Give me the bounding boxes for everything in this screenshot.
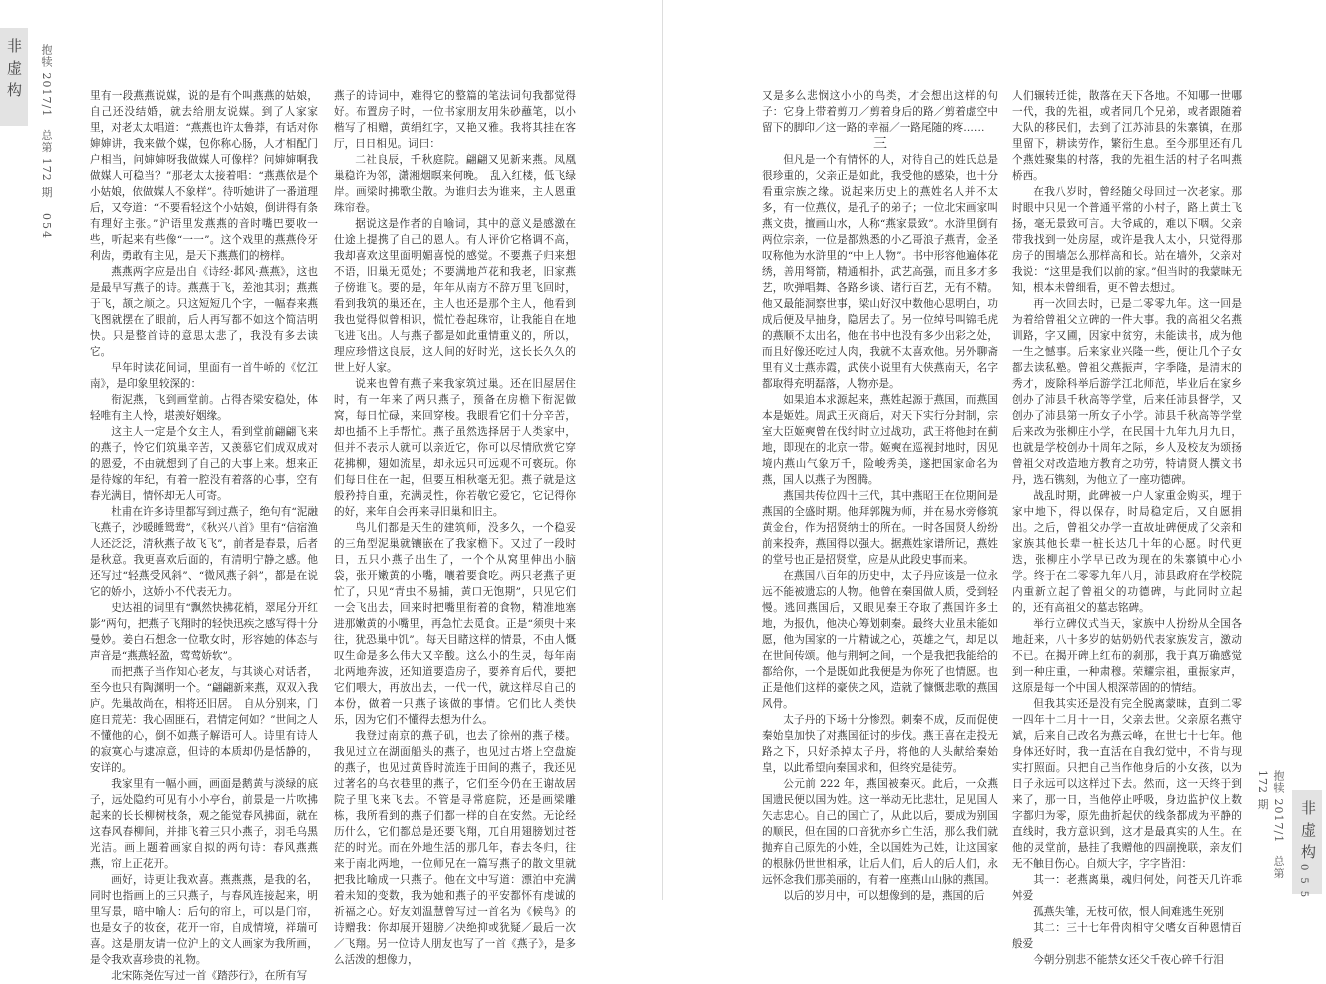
col4-paragraph: 但我其实还是没有完全脱离蒙昧，直到二零一四年十二月十一日，父亲去世。父亲原名燕守斌，后来自己改名为燕云峰，在世七十七年。他身体还好时，我一直活在自我幻觉中，不肯与现实打照面。只把自己当作他身后的小女孩，以为日子永远可以这样过下去。然而，这一天终于到来了，那一日，当他停止呼吸，身边监护仪上数字都归为零，原先曲折起伏的线条都成为平静的直线时，我方意识到，这才是最真实的人生。在他的灵堂前，悬挂了我赠他的四副挽联，亲友们无不触目伤心。自烦大字，字字皆泪： bbox=[1012, 698, 1242, 870]
col2-paragraph: 我登过南京的燕子矶，也去了徐州的燕子楼。我见过立在湖面船头的燕子，也见过古塔上空盘旋的燕子，也见过黄昏时流连于田间的燕子，我还见过著名的乌衣巷里的燕子，它们至今仍在王谢故居院子里飞来飞去。不管是寻常庭院，还是画梁雕栋，我所看到的燕子们都一样的自在安然。无论经历什么，它们都总是还要飞翔，兀自用翅膀划过苍茫的时光。而在外地生活的那几年，春去冬归，往来于南北两地，一位师兄在一篇写燕子的散文里就把我比喻成一只燕子。他在文中写道：漂泊中充满着未知的变数，我为她和燕子的平安都怀有虔诚的祈福之心。好友刘温慧曾写过一首名为《候鸟》的诗赠我：你却展开翅膀／决绝抑或犹疑／最后一次／飞翔。另一位诗人朋友也写了一首《燕子》，是多么活泼的想像力， bbox=[334, 730, 576, 966]
col3-paragraph: 如果追本求源起来，燕姓起源于燕国，而燕国本是姬姓。周武王灭商后，对天下实行分封制，宗室大臣姬奭曾在伐纣时立过战功，武王将他封在蓟地，即现在的北京一带。姬奭在巡视封地时，因见境内燕山气象万千，险峻秀美，遂把国家命名为燕，国人以燕子为图腾。 bbox=[762, 394, 998, 486]
col4-paragraph: 孤燕失雏，无枝可依，恨人间难逃生死别 bbox=[1033, 906, 1224, 918]
col1-paragraph: 燕燕两字应是出自《诗经·邶风·燕燕》，这也是最早写燕子的诗。燕燕于飞，差池其羽；燕燕于飞，颉之颃之。只这短短几个字，一幅春来燕飞图就摆在了眼前，后人再写都不如这个简洁明快。只是整首诗的意思太悲了，我没有多去读它。 bbox=[90, 266, 318, 358]
col3-paragraph: 在燕国八百年的历史中，太子丹应该是一位永远不能被遗忘的人物。他曾在秦国做人质，受到轻慢。逃回燕国后，又眼见秦王夺取了燕国许多土地，为报仇，他决心筹划刺秦。最终大业虽未能如愿，他为国家的一片精诚之心，英雄之气，却足以在世间传颂。他与荆轲之间，一个是我把我能给的都给你，一个是既如此我便是为你死了也情愿。也正是他们这样的豪侠之风，造就了慷慨悲歌的燕国风骨。 bbox=[762, 570, 998, 710]
col1-paragraph: 衔泥燕，飞到画堂前。占得杏梁安稳处，体轻唯有主人怜，堪羡好姻缘。 bbox=[90, 394, 318, 422]
left-running-header bbox=[38, 44, 54, 240]
col1-paragraph: 史达祖的词里有“飘然快拂花梢，翠尾分开红影”两句，把燕子飞翔时的轻快迅疾之感写得十分曼妙。姜白石想念一位歌女时，形容她的体态与声音是“燕燕轻盈，莺莺娇软”。 bbox=[90, 602, 318, 662]
col2-paragraph: 说来也曾有燕子来我家筑过巢。还在旧屋居住时，有一年来了两只燕子，预备在房檐下衔泥做窝，每日忙碌，来回穿梭。我眼看它们十分辛苦，却也插不上手帮忙。燕子虽然选择居于人类家中，但并不表示人就可以亲近它，你可以尽情欣赏它穿花拂柳，翅如流星，却永远只可远观不可亵玩。你们每日住在一起，但要互相秋毫无犯。燕子就是这般矜持自重，充满灵性，你若敬它爱它，它记得你的好，来年自会再来寻旧巢和旧主。 bbox=[334, 378, 576, 518]
col4-paragraph: 今朝分别悲不能禁女还父千夜心碎千行泪 bbox=[1033, 954, 1224, 966]
col2-paragraph: 燕子的诗词中，难得它的整篇的笔法词句我都觉得好。布置房子时，一位书家朋友用朱砂蘸笔，以小楷写了相赠，黄绢红字，又艳又雅。我将其挂在客厅，日日相见。词曰： bbox=[334, 90, 576, 150]
left-page bbox=[0, 0, 663, 982]
col1-paragraph: 早年时读花间词，里面有一首牛峤的《忆江南》，是印象里较深的： bbox=[90, 362, 318, 390]
left-section-tab bbox=[0, 28, 28, 126]
left-section-label: 非虚构 bbox=[5, 38, 23, 104]
col2-paragraph: 二社良辰，千秋庭院。翩翩又见新来燕。凤凰巢稳许为邻，潇湘烟暝来何晚。 乱入红楼，低飞绿岸。画梁时拂歌尘散。为谁归去为谁来，主人恩重珠帘卷。 bbox=[334, 154, 576, 214]
col3-paragraph: 燕国共传位四十三代，其中燕昭王在位期间是燕国的全盛时期。他拜郭隗为师，并在易水旁修筑黄金台，作为招贤纳士的所在。一时各国贤人纷纷前来投奔，燕国得以强大。据燕姓家谱所记，燕姓的堂号也正是招贤堂，应是从此段史事而来。 bbox=[762, 490, 998, 566]
col4-paragraph: 人们辗转迁徙，散落在天下各地。不知哪一世哪一代，我的先祖，或者同几个兄弟，或者跟随着大队的移民们，去到了江苏沛县的朱寨镇，在那里留下，耕读劳作，繁衍生息。至今那里还有几个燕姓聚集的村落，我的先祖生活的村子名叫燕桥西。 bbox=[1012, 90, 1242, 182]
col3-paragraph: 但凡是一个有情怀的人，对待自己的姓氏总是很珍重的，父亲正是如此，我受他的感染，也十分看重宗族之缘。说起来历史上的燕姓名人并不太多，有一位燕仪，是孔子的弟子；一位北宋画家叫燕文贵，擅画山水，人称“燕家景致”。水浒里倒有两位宗亲，一位是都熟悉的小乙哥浪子燕青，金圣叹称他为水浒里的“中上人物”。书中形容他遍体花绣，善用弩箭，精通相扑，武艺高强，而且多才多艺，吹弹唱舞、各路乡谈、诸行百艺，无有不精。他又最能洞察世事，梁山好汉中数他心思明白，功成后便及早抽身，隐居去了。另一位绰号叫锦毛虎的燕顺不太出名，他在书中也没有多少出彩之处，而且好像还吃过人肉，我就不太喜欢他。另外聊斋里有义士燕赤霞，武侠小说里有大侠燕南天，名字都取得充明磊落，人物亦是。 bbox=[762, 154, 998, 390]
left-journal-issue: 抱犊 2017/1 总第 172 期 bbox=[40, 44, 53, 199]
col1-paragraph: 里有一段燕燕说媒，说的是有个叫燕燕的姑娘，自己还没结婚，就去给朋友说媒。到了人家家里，对老太太唱道：“燕燕也许太鲁莽，有话对你婶婶讲，我来做个媒，包你称心肠，人才相配门户相当，问婶婶呀我做媒人可像样？问婶婶啊我做媒人可稳当？”那老太太接着唱：“燕燕依是个小姑娘，依做媒人不象样”。待听她讲了一番道理后，又夸道：“不要看轻这个小姑娘，倒讲得有条有理好主张。”沪语里发燕燕的音时嘴巴要收一些，听起来有些像“一一”。这个戏里的燕燕伶牙利齿，勇敢有主见，是天下燕燕们的榜样。 bbox=[90, 90, 318, 262]
col3-paragraph: 又是多么悲悯这小小的鸟类，才会想出这样的句子：它身上带着剪刀／剪着身后的路／剪着虚空中留下的脚印／这一路的幸福／一路尾随的疼…… bbox=[762, 90, 998, 134]
col2-paragraph: 据说这是作者的自喻词，其中的意义是感激在仕途上提携了自己的恩人。有人评价它格调不高，我却喜欢这里面明媚喜悦的感觉。不要燕子归来想不语，旧巢无觅处；不要满地芦花和我老，旧家燕子傍谁飞。要的是，年年从南方不辞万里飞回时，看到我筑的巢还在，主人也还是那个主人，他看到我也觉得似曾相识，慌忙卷起珠帘，让我能自在地飞进飞出。人与燕子都是如此重情重义的，所以，理应珍惜这良辰，这人间的好时光，这长长久久的世上好人家。 bbox=[334, 218, 576, 374]
col4-paragraph: 举行立碑仪式当天，家族中人扮纷从全国各地赶来，八十多岁的姑奶奶代表家族发言，激动不已。在揭开碑上红布的刹那，我于真万确感觉到一种庄重，一种肃穆。荣耀宗祖，重振家声，这原是每一个中国人根深蒂固的的情结。 bbox=[1012, 618, 1242, 694]
col4-paragraph: 其一：老燕离巢，魂归何处，问苍天几许乖舛爱 bbox=[1012, 874, 1242, 902]
right-section-tab bbox=[1292, 790, 1322, 905]
column-2 bbox=[334, 88, 576, 966]
col4-paragraph: 在我八岁时，曾经随父母回过一次老家。那时眼中只见一个普通平常的小村子，路上黄土飞扬，毫无景致可言。大爷咸的，难以下咽。父亲带我找到一处房屋，或许是我人太小，只觉得那房子的围墙怎么那样高和长。站在墙外，父亲对我说：“这里是我们以前的家。”但当时的我蒙昧无知，根本未曾细看，更不曾去想过。 bbox=[1012, 186, 1242, 294]
col2-paragraph: 鸟儿们都是天生的建筑师，没多久，一个稳妥的三角型泥巢就镶嵌在了我家檐下。又过了一段时日，五只小燕子出生了，一个个从窝里伸出小脑袋，张开嫩黄的小嘴，嚷着要食吃。两只老燕子更忙了，只见“青虫不易捕，黄口无饱期”，只见它们一会飞出去，回来时把嘴里衔着的食物，精准地塞进那嫩黄的小嘴里，再急忙去觅食。正是“须臾十来往，犹恐巢中饥”。每天目睹这样的情景，不由人慨叹生命是多么伟大又辛酸。这么小的生灵，每年南北两地奔波，还知道要造房子，要养育后代，要把它们喂大，再放出去，一代一代，就这样尽自己的本份，做着一只燕子该做的事情。它们比人类快乐，因为它们不懂得去想为什么。 bbox=[334, 522, 576, 726]
col4-paragraph: 再一次回去时，已是二零零九年。这一回是为着给曾祖父立碑的一件大事。我的高祖父名燕训路，字又圃，因家中贫穷，未能读书，成为他一生之憾事。后来家业兴隆一些，便让几个子女都去读私塾。曾祖父燕振声，字季隆，是清末的秀才，废除科举后游学江北师范，毕业后在家乡创办了沛县千秋高等学堂，后来任沛县督学，又创办了沛县第一所女子小学。沛县千秋高等学堂后来改为张柳庄小学，在民国十九年九月九日，也就是学校创办十周年之际，乡人及校友为颂扬曾祖父对改造地方教育之功劳，特请贤人撰文书丹，选石镌刻，为他立了一座功德碑。 bbox=[1012, 298, 1242, 486]
column-1 bbox=[90, 88, 318, 982]
right-page bbox=[663, 0, 1326, 966]
right-running-footer bbox=[1254, 770, 1286, 900]
right-section-label: 非虚构 bbox=[1299, 800, 1317, 866]
col1-paragraph: 我家里有一幅小画，画面是鹅黄与淡绿的底子，远处隐约可见有小小亭台，前景是一片吹拂起来的长长柳树枝条，观之能觉春风拂面，就在这春风春柳间，并排飞着三只小燕子，羽毛乌黑光洁。画上题着画家自拟的两句诗：春风燕燕燕，帘上正花开。 bbox=[90, 778, 318, 870]
col4-paragraph: 战乱时期，此碑被一户人家重金购买，埋于家中地下，得以保存，时局稳定后，又自愿捐出。之后，曾祖父办学一直故址碑便成了父亲和家族其他长辈一桩长达几十年的心愿。时代更迭，张柳庄小学早已改为现在的朱寨镇中心小学。终于在二零零九年八月，沛县政府在学校院内重新立起了曾祖父的功德碑，与此同时立起的，还有高祖父的墓志铭碑。 bbox=[1012, 490, 1242, 614]
column-3 bbox=[762, 88, 998, 902]
col3-paragraph: 太子丹的下场十分惨烈。刺秦不成，反而促使秦始皇加快了对燕国征讨的步伐。燕王喜在走投无路之下，只好杀掉太子丹，将他的人头献给秦始皇，以此希望向秦国求和，但终究是徒劳。 bbox=[762, 714, 998, 774]
col1-paragraph: 北宋陈尧佐写过一首《踏莎行》，在所有写 bbox=[111, 970, 308, 982]
right-page-number: 055 bbox=[1298, 864, 1309, 905]
col1-paragraph: 杜甫在许多诗里都写到过燕子，绝句有“泥融飞燕子，沙暖睡鸳鸯”，《秋兴八首》里有“信宿渔人还泛泛，清秋燕子故飞飞”，前者是春景，后者是秋意。我更喜欢后面的，有清明宁静之感。他还写过“轻燕受风斜”、“微风燕子斜”，都是在说它的娇小，这娇小不代表无力。 bbox=[90, 506, 318, 598]
col3-paragraph: 公元前 222 年，燕国被秦灭。此后，一众燕国遗民便以国为姓。这一举动无比悲壮，足见国人矢志忠心。自己的国亡了，从此以后，要成为别国的顺民，但在国的口音犹亦乡亡生活，那么我们就抛弃自己原先的小姓，全以国姓为己姓，让这国家的根脉仍世世相承，让后人们，后人的后人们，永远怀念我们那美丽的，有着一座燕山山脉的燕国。 bbox=[762, 778, 998, 886]
left-page-number: 054 bbox=[40, 212, 53, 240]
right-journal-issue: 抱犊 2017/1 总第 172 期 bbox=[1256, 770, 1285, 880]
col1-paragraph: 而把燕子当作知心老友，与其谈心对话者，至今也只有陶渊明一个。“翩翩新来燕，双双入我庐。先巢故尚在，相将还旧居。 自从分别来，门庭日荒芜：我心固匪石，君情定何如？”世间之人不懂他的心，倒不如燕子解语可人。诗里有诗人的寂寞心与逮凉意，但诗的本质却仍是恬静的，安详的。 bbox=[90, 666, 318, 774]
col3-paragraph: 以后的岁月中，可以想像到的是，燕国的后 bbox=[783, 890, 985, 902]
col4-paragraph: 其二：三十七年骨肉相守父嗜女百种恩情百般爱 bbox=[1012, 922, 1242, 950]
column-4 bbox=[1012, 88, 1242, 966]
col1-paragraph: 画好，诗更让我欢喜。燕燕燕，是我的名，同时也指画上的三只燕子，与春风连接起来，明里写景，暗中喻人：后句的帘上，可以是门帘，也是女子的妆奁，花开一帘，自成情境，祥瑞可喜。这是朋友请一位沪上的文人画家为我所画，是令我欢喜珍贵的礼物。 bbox=[90, 874, 318, 966]
section-heading: 三 bbox=[873, 136, 887, 152]
col1-paragraph: 这主人一定是个女主人，看到堂前翩翩飞来的燕子，怜它们筑巢辛苦，又羡慕它们成双成对的恩爱，不由就想到了自己的大事上来。想来正是待嫁的年纪，有着一腔没有着落的心事，空有春光满目，情怀却无人可寄。 bbox=[90, 426, 318, 502]
